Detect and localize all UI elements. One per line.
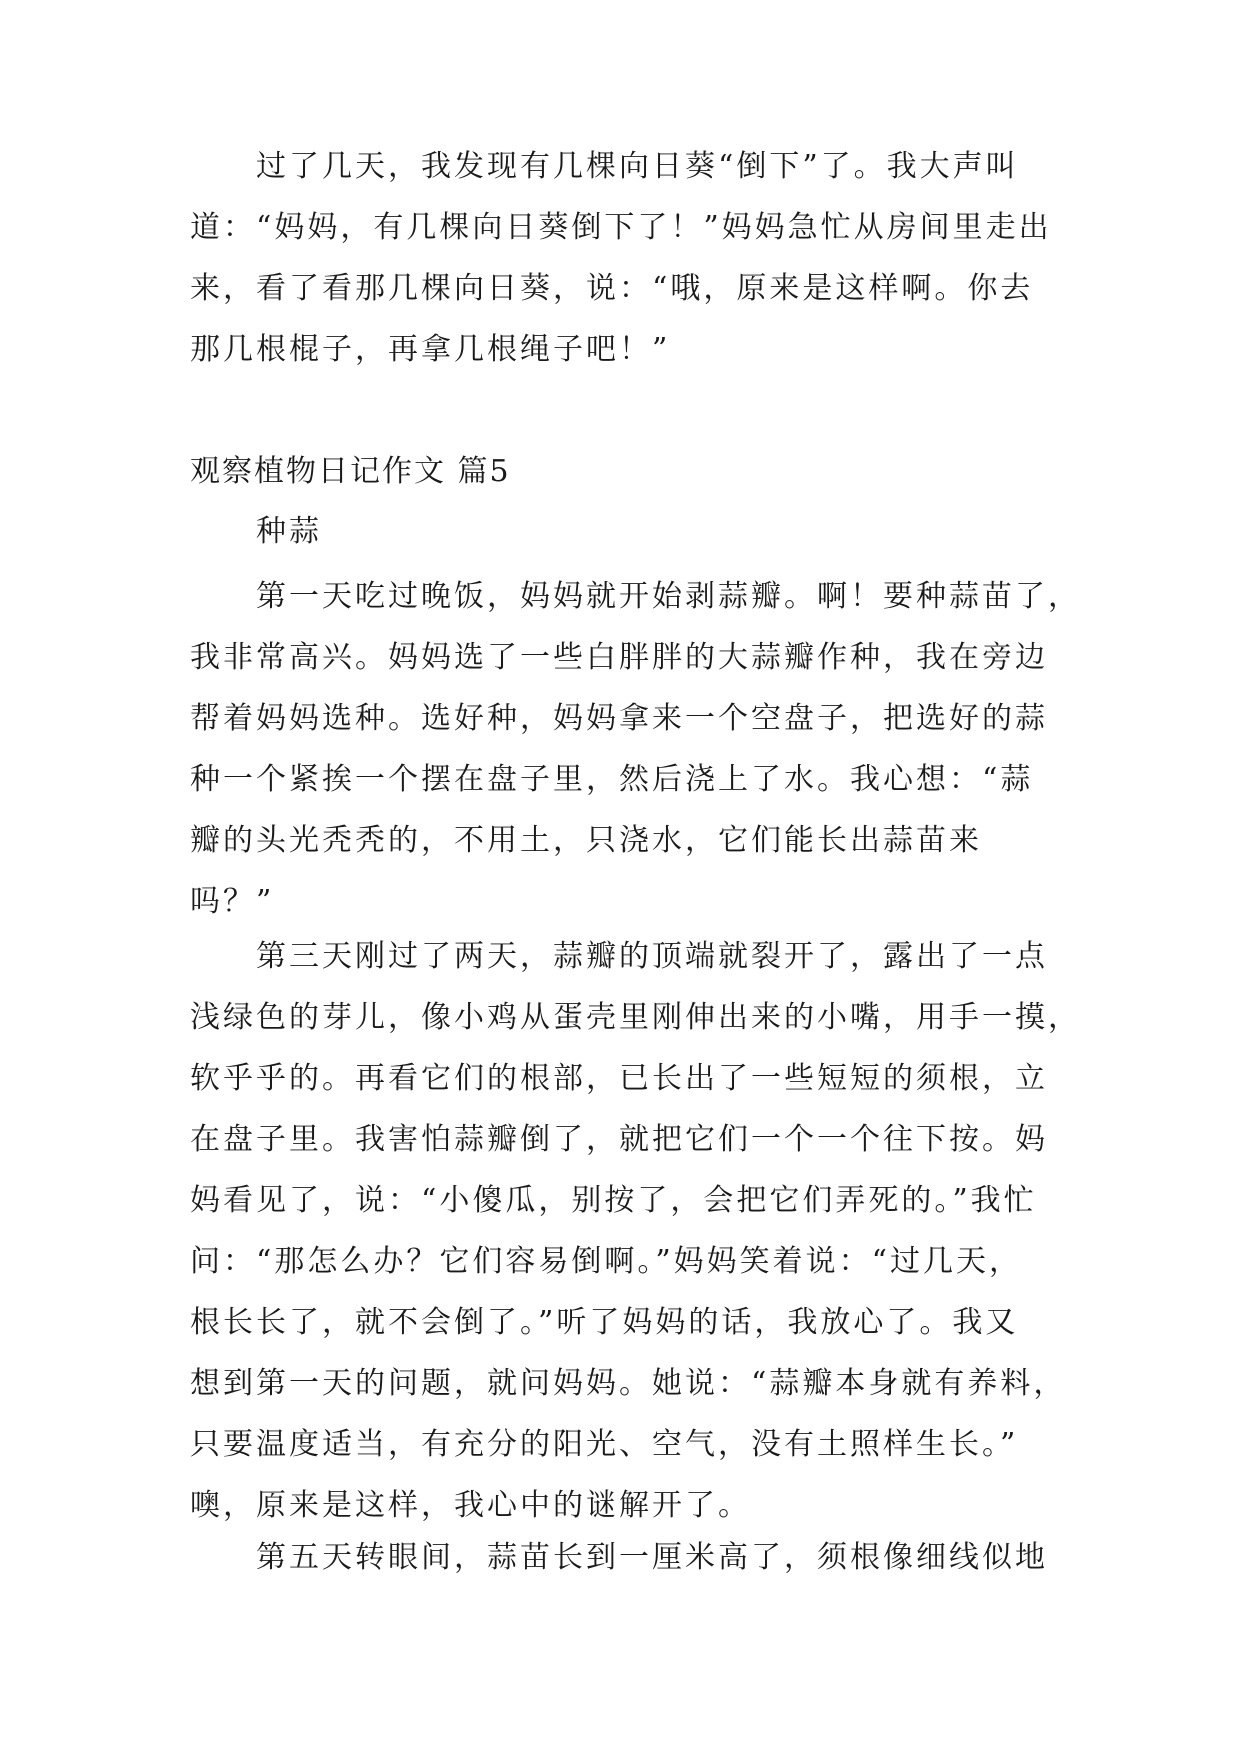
text-line: 只要温度适当，有充分的阳光、空气，没有土照样生长。” xyxy=(190,1427,1019,1462)
text-line: 第五天转眼间，蒜苗长到一厘米高了，须根像细线似地 xyxy=(256,1540,1048,1575)
paragraph-day-three xyxy=(0,926,1081,1536)
text-line: 瓣的头光秃秃的，不用土，只浇水，它们能长出蒜苗来 xyxy=(190,823,982,858)
text-line: 我非常高兴。妈妈选了一些白胖胖的大蒜瓣作种，我在旁边 xyxy=(190,640,1048,675)
text-line: 第一天吃过晚饭，妈妈就开始剥蒜瓣。啊！要种蒜苗了， xyxy=(256,579,1081,614)
text-line: 妈看见了，说：“小傻瓜，别按了，会把它们弄死的。”我忙 xyxy=(190,1183,1037,1218)
paragraph-sunflower xyxy=(0,136,1052,380)
text-line: 过了几天，我发现有几棵向日葵“倒下”了。我大声叫 xyxy=(256,149,1019,184)
text-line: 浅绿色的芽儿，像小鸡从蛋壳里刚伸出来的小嘴，用手一摸， xyxy=(190,1000,1081,1035)
paragraph-day-one xyxy=(0,566,1081,932)
text-line: 第三天刚过了两天，蒜瓣的顶端就裂开了，露出了一点 xyxy=(256,939,1048,974)
text-line: 噢，原来是这样，我心中的谜解开了。 xyxy=(190,1488,751,1523)
text-line: 根长长了，就不会倒了。”听了妈妈的话，我放心了。我又 xyxy=(190,1305,1019,1340)
text-line: 道：“妈妈，有几棵向日葵倒下了！”妈妈急忙从房间里走出 xyxy=(190,210,1052,245)
text-line: 问：“那怎么办？它们容易倒啊。”妈妈笑着说：“过几天， xyxy=(190,1244,1023,1279)
text-line: 种一个紧挨一个摆在盘子里，然后浇上了水。我心想：“蒜 xyxy=(190,762,1034,797)
paragraph-day-five xyxy=(0,1527,1048,1588)
essay-subtitle: 种蒜 xyxy=(256,514,322,549)
text-line: 那几根棍子，再拿几根绳子吧！” xyxy=(190,332,671,367)
text-line: 帮着妈妈选种。选好种，妈妈拿来一个空盘子，把选好的蒜 xyxy=(190,701,1048,736)
text-line: 想到第一天的问题，就问妈妈。她说：“蒜瓣本身就有养料， xyxy=(190,1366,1067,1401)
text-line: 在盘子里。我害怕蒜瓣倒了，就把它们一个一个往下按。妈 xyxy=(190,1122,1048,1157)
text-line: 软乎乎的。再看它们的根部，已长出了一些短短的须根，立 xyxy=(190,1061,1048,1096)
text-line: 吗？” xyxy=(190,884,275,919)
text-line: 来，看了看那几棵向日葵，说：“哦，原来是这样啊。你去 xyxy=(190,271,1034,306)
section-title: 观察植物日记作文 篇5 xyxy=(190,454,511,489)
